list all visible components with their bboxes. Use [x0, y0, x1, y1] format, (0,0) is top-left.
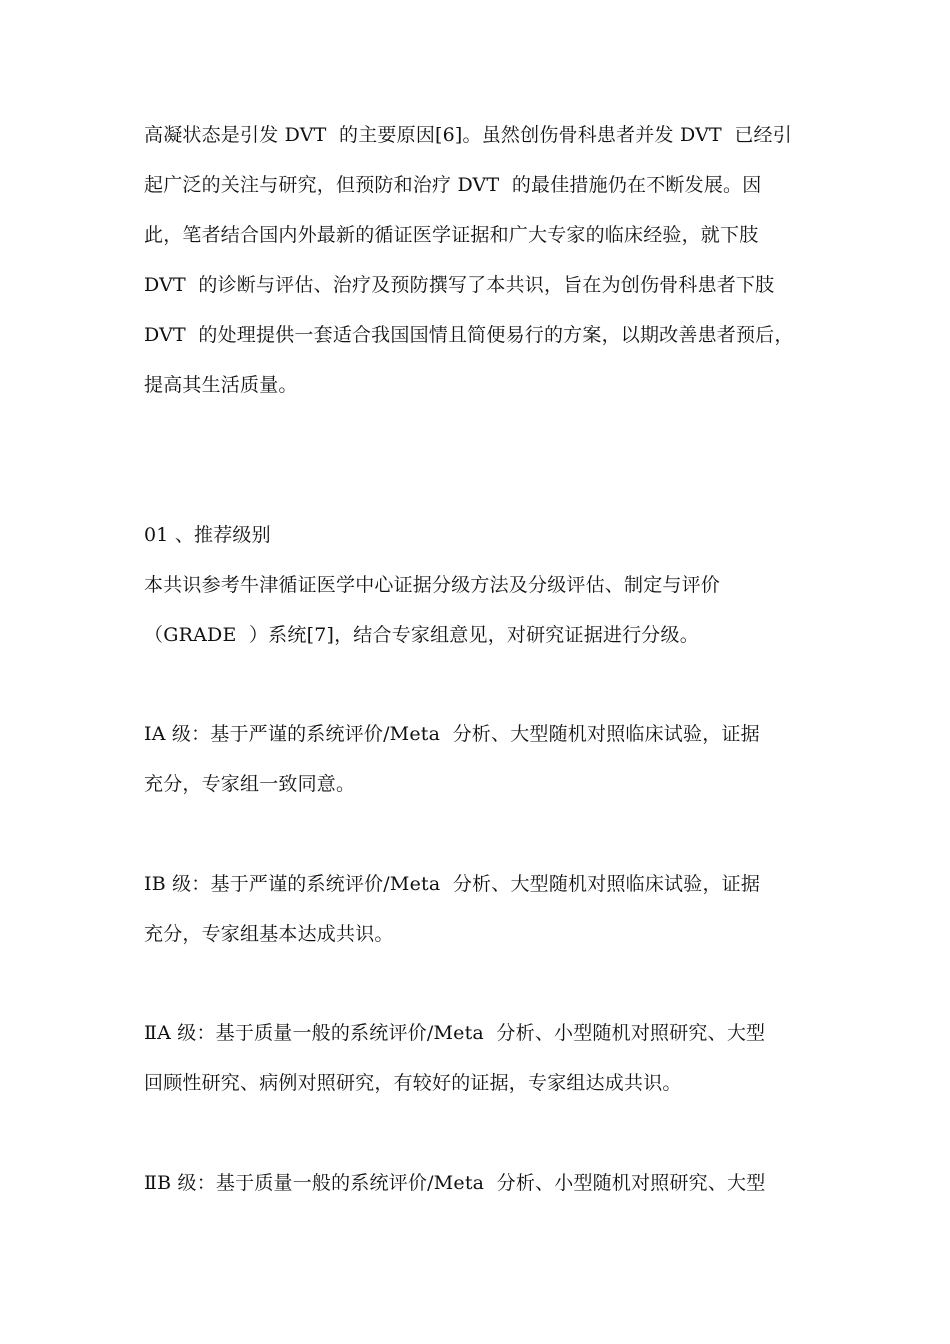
intro-line-4: DVT 的诊断与评估、治疗及预防撰写了本共识，旨在为创伤骨科患者下肢: [144, 274, 775, 296]
grade-1b-line-1: ⅠB 级：基于严谨的系统评价/Meta 分析、大型随机对照临床试验，证据: [144, 873, 761, 895]
grade-1a-line-2: 充分，专家组一致同意。: [144, 773, 356, 795]
intro-line-6: 提高其生活质量。: [144, 374, 298, 396]
intro-line-3: 此，笔者结合国内外最新的循证医学证据和广大专家的临床经验，就下肢: [144, 224, 759, 246]
section-line-1: 本共识参考牛津循证医学中心证据分级方法及分级评估、制定与评价: [144, 574, 721, 596]
grade-2a-line-1: ⅡA 级：基于质量一般的系统评价/Meta 分析、小型随机对照研究、大型: [144, 1022, 766, 1044]
grade-1b-line-2: 充分，专家组基本达成共识。: [144, 923, 394, 945]
intro-line-1: 高凝状态是引发 DVT 的主要原因[6]。虽然创伤骨科患者并发 DVT 已经引: [144, 124, 792, 146]
section-line-2: （GRADE ）系统[7]，结合专家组意见，对研究证据进行分级。: [144, 624, 699, 646]
intro-line-2: 起广泛的关注与研究，但预防和治疗 DVT 的最佳措施仍在不断发展。因: [144, 174, 762, 196]
grade-2b-line-1: ⅡB 级：基于质量一般的系统评价/Meta 分析、小型随机对照研究、大型: [144, 1172, 766, 1194]
grade-1a-line-1: ⅠA 级：基于严谨的系统评价/Meta 分析、大型随机对照临床试验，证据: [144, 723, 760, 745]
intro-line-5: DVT 的处理提供一套适合我国国情且简便易行的方案，以期改善患者预后，: [144, 324, 794, 346]
section-heading: 01 、推荐级别: [144, 524, 271, 546]
grade-2a-line-2: 回顾性研究、病例对照研究，有较好的证据，专家组达成共识。: [144, 1072, 682, 1094]
